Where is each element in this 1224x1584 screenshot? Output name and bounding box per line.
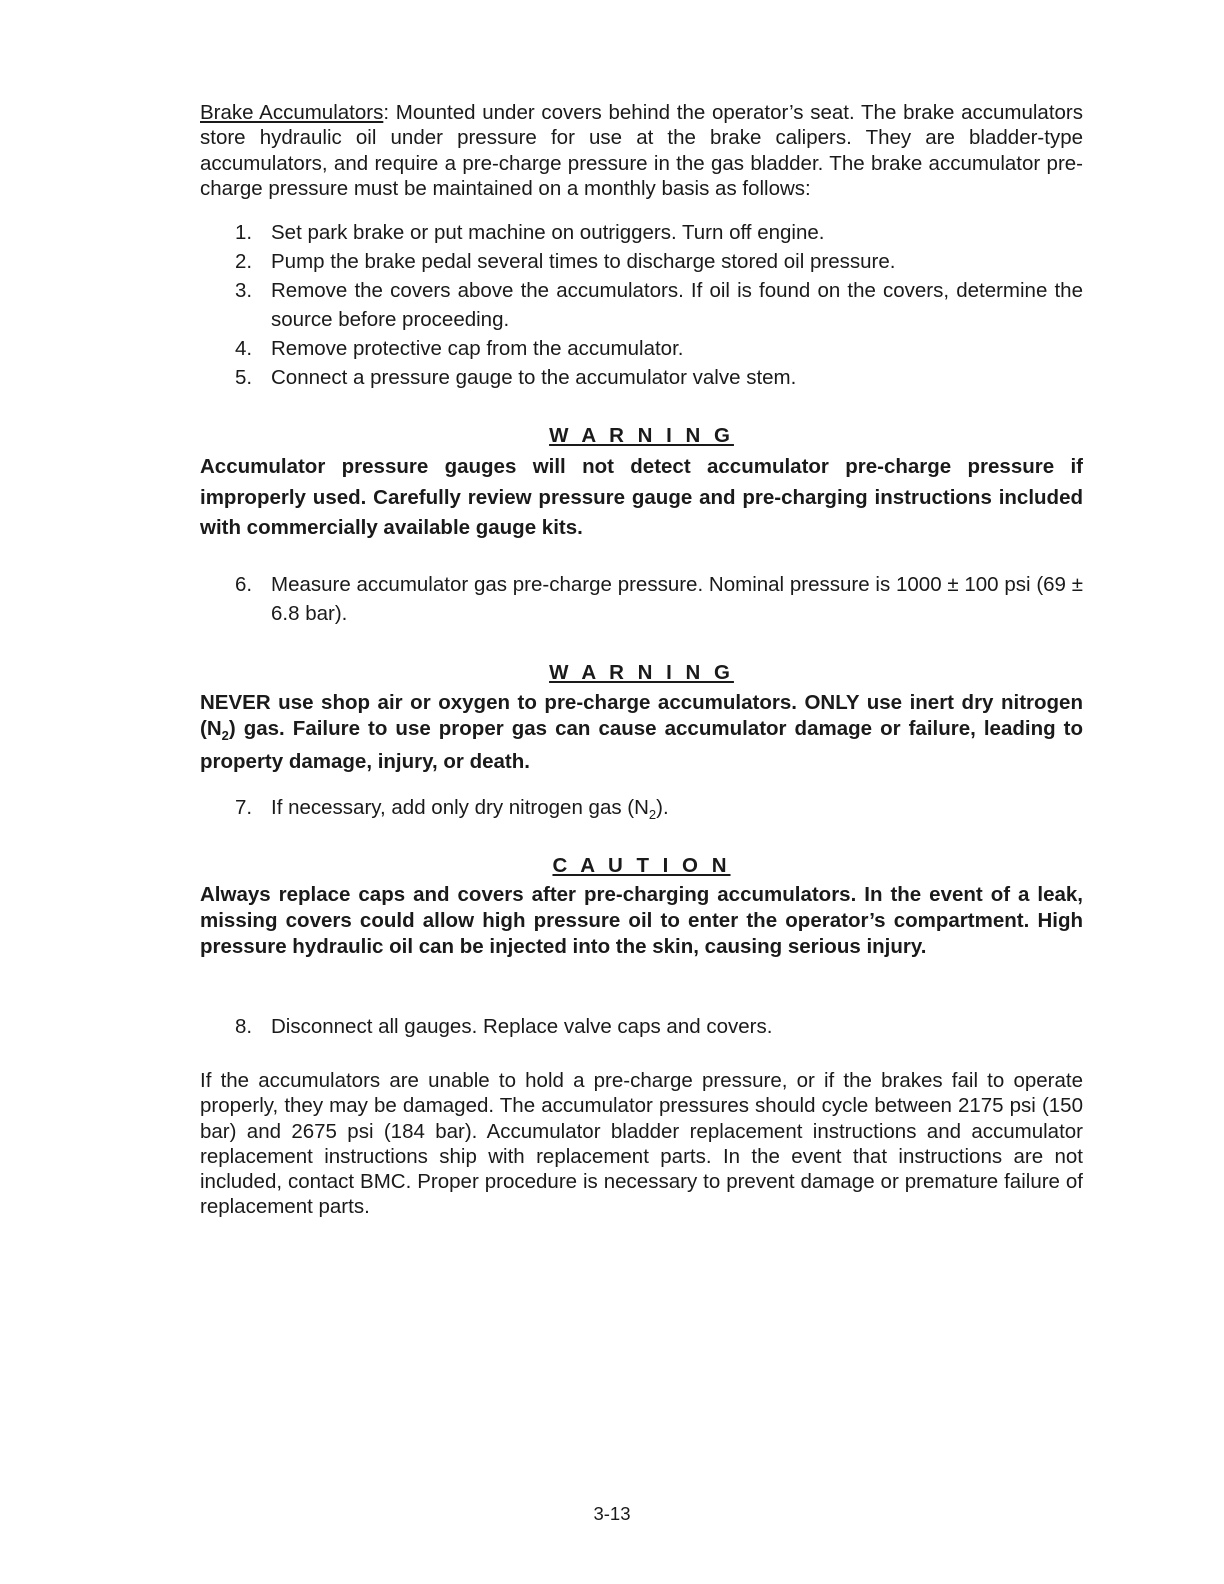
list-item: 6. Measure accumulator gas pre-charge pressure. Nominal pressure is 1000 ± 100 psi (69 ± 6.8 bar). bbox=[235, 573, 1083, 625]
warning-text-1: Accumulator pressure gauges will not detect accumulator pre-charge pressure if improperly used. Carefully review pressure gauge and pre-charging instructions included with commercially available gauge kits. bbox=[200, 455, 1083, 539]
list-item: 5. Connect a pressure gauge to the accumulator valve stem. bbox=[235, 366, 797, 389]
caution-heading: C A U T I O N bbox=[552, 854, 731, 877]
list-item: 8. Disconnect all gauges. Replace valve caps and covers. bbox=[235, 1015, 773, 1038]
closing-paragraph: If the accumulators are unable to hold a pre-charge pressure, or if the brakes fail to operate properly, they may be damaged. The accumulator pressures should cycle between 2175 psi (150 bar) and 2675 psi (184 bar). Accumulator bladder replacement instructions and accumulator replacement instructions ship with replacement parts. In the event that instructions are not included, contact BMC. Proper procedure is necessary to prevent damage or premature failure of replacement parts. bbox=[200, 1069, 1083, 1219]
list-item: 2. Pump the brake pedal several times to discharge stored oil pressure. bbox=[235, 250, 896, 273]
steps-list-3 bbox=[200, 793, 1083, 829]
list-item: 7. If necessary, add only dry nitrogen gas $(N_2)$. bbox=[235, 796, 669, 823]
intro-title: Brake Accumulators bbox=[200, 101, 384, 124]
page-number: 3-13 bbox=[593, 1503, 631, 1524]
intro-paragraph bbox=[200, 100, 1083, 201]
list-item: 3. Remove the covers above the accumulators. If oil is found on the covers, determine the source before proceeding. bbox=[235, 279, 1083, 331]
warning-text-2: NEVER use shop air or oxygen to pre-charge accumulators. ONLY use inert dry nitrogen $(N_2)$ gas. Failure to use proper gas can cause accumulator damage or failure, leading to property damage, injury, or death. bbox=[200, 691, 1083, 774]
warning-heading-2: W A R N I N G bbox=[549, 661, 734, 684]
steps-list-4 bbox=[200, 1012, 1083, 1041]
steps-list-1 bbox=[200, 218, 1083, 392]
caution-text: Always replace caps and covers after pre-charging accumulators. In the event of a leak, missing covers could allow high pressure oil to enter the operator’s compartment. High pressure hydraulic oil can be injected into the skin, causing serious injury. bbox=[200, 883, 1083, 958]
intro-text: : Mounted under covers behind the operator’s seat. The brake accumulators store hydraulic oil under pressure for use at the brake calipers. They are bladder-type accumulators, and require a pre-charge pressure in the gas bladder. The brake accumulator pre-charge pressure must be maintained on a monthly basis as follows: bbox=[200, 101, 1083, 200]
list-item: 1. Set park brake or put machine on outriggers. Turn off engine. bbox=[235, 221, 825, 244]
list-item: 4. Remove protective cap from the accumulator. bbox=[235, 337, 684, 360]
warning-heading-1: W A R N I N G bbox=[549, 424, 734, 447]
steps-list-2 bbox=[200, 570, 1083, 628]
